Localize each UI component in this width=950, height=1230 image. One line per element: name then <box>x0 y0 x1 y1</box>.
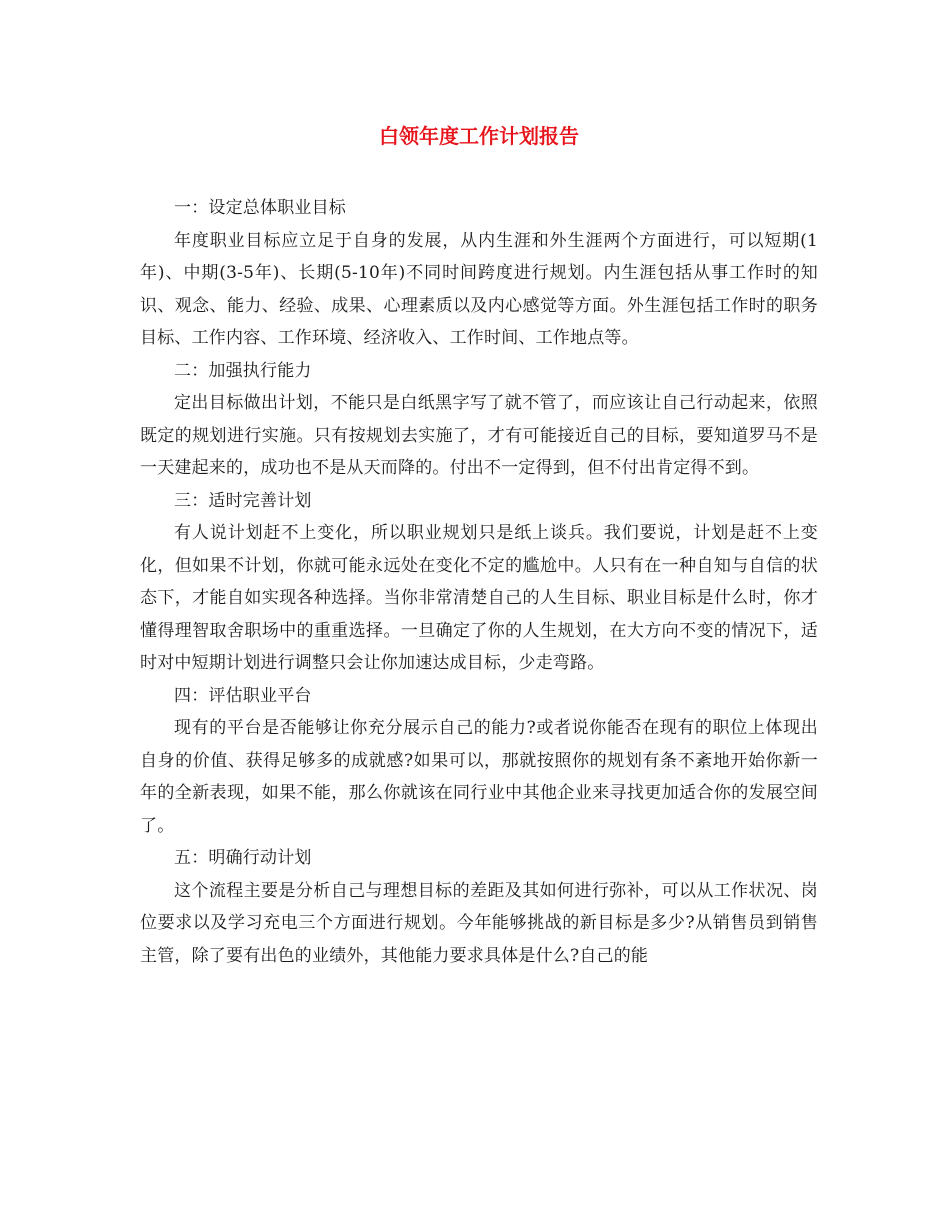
section-heading-3: 三：适时完善计划 <box>174 490 312 511</box>
section-paragraph-5: 这个流程主要是分析自己与理想目标的差距及其如何进行弥补，可以从工作状况、岗位要求以及学习充电三个方面进行规划。今年能够挑战的新目标是多少?从销售员到销售主管，除了要有出色的业绩外，其他能力要求具体是什么?自己的能 <box>140 880 818 966</box>
section-paragraph-4: 现有的平台是否能够让你充分展示自己的能力?或者说你能否在现有的职位上体现出自身的价值、获得足够多的成就感?如果可以，那就按照你的规划有条不紊地开始你新一年的全新表现，如果不能，那么你就该在同行业中其他企业来寻找更加适合你的发展空间了。 <box>140 718 818 836</box>
document-title: 白领年度工作计划报告 <box>379 124 579 148</box>
section-heading-5: 五：明确行动计划 <box>174 848 312 868</box>
section-paragraph-3: 有人说计划赶不上变化，所以职业规划只是纸上谈兵。我们要说，计划是赶不上变化，但如果不计划，你就可能永远处在变化不定的尴尬中。人只有在一种自知与自信的状态下，才能自如实现各种选择。当你非常清楚自己的人生目标、职业目标是什么时，你才懂得理智取舍职场中的重重选择。一旦确定了你的人生规划，在大方向不变的情况下，适时对中短期计划进行调整只会让你加速达成目标，少走弯路。 <box>140 523 818 673</box>
document-page <box>140 0 818 1230</box>
section-heading-1: 一：设定总体职业目标 <box>174 198 346 218</box>
section-paragraph-1: 年度职业目标应立足于自身的发展，从内生涯和外生涯两个方面进行，可以短期(1年)、中期(3-5年)、长期(5-10年)不同时间跨度进行规划。内生涯包括从事工作时的知识、观念、能力、经验、成果、心理素质以及内心感觉等方面。外生涯包括工作时的职务目标、工作内容、工作环境、经济收入、工作时间、工作地点等。 <box>140 230 818 348</box>
section-paragraph-2: 定出目标做出计划，不能只是白纸黑字写了就不管了，而应该让自己行动起来，依照既定的规划进行实施。只有按规划去实施了，才有可能接近自己的目标，要知道罗马不是一天建起来的，成功也不是从天而降的。付出不一定得到，但不付出肯定得不到。 <box>140 393 818 478</box>
document-body <box>140 192 818 972</box>
section-heading-2: 二：加强执行能力 <box>174 360 312 381</box>
section-heading-4: 四：评估职业平台 <box>174 685 312 706</box>
